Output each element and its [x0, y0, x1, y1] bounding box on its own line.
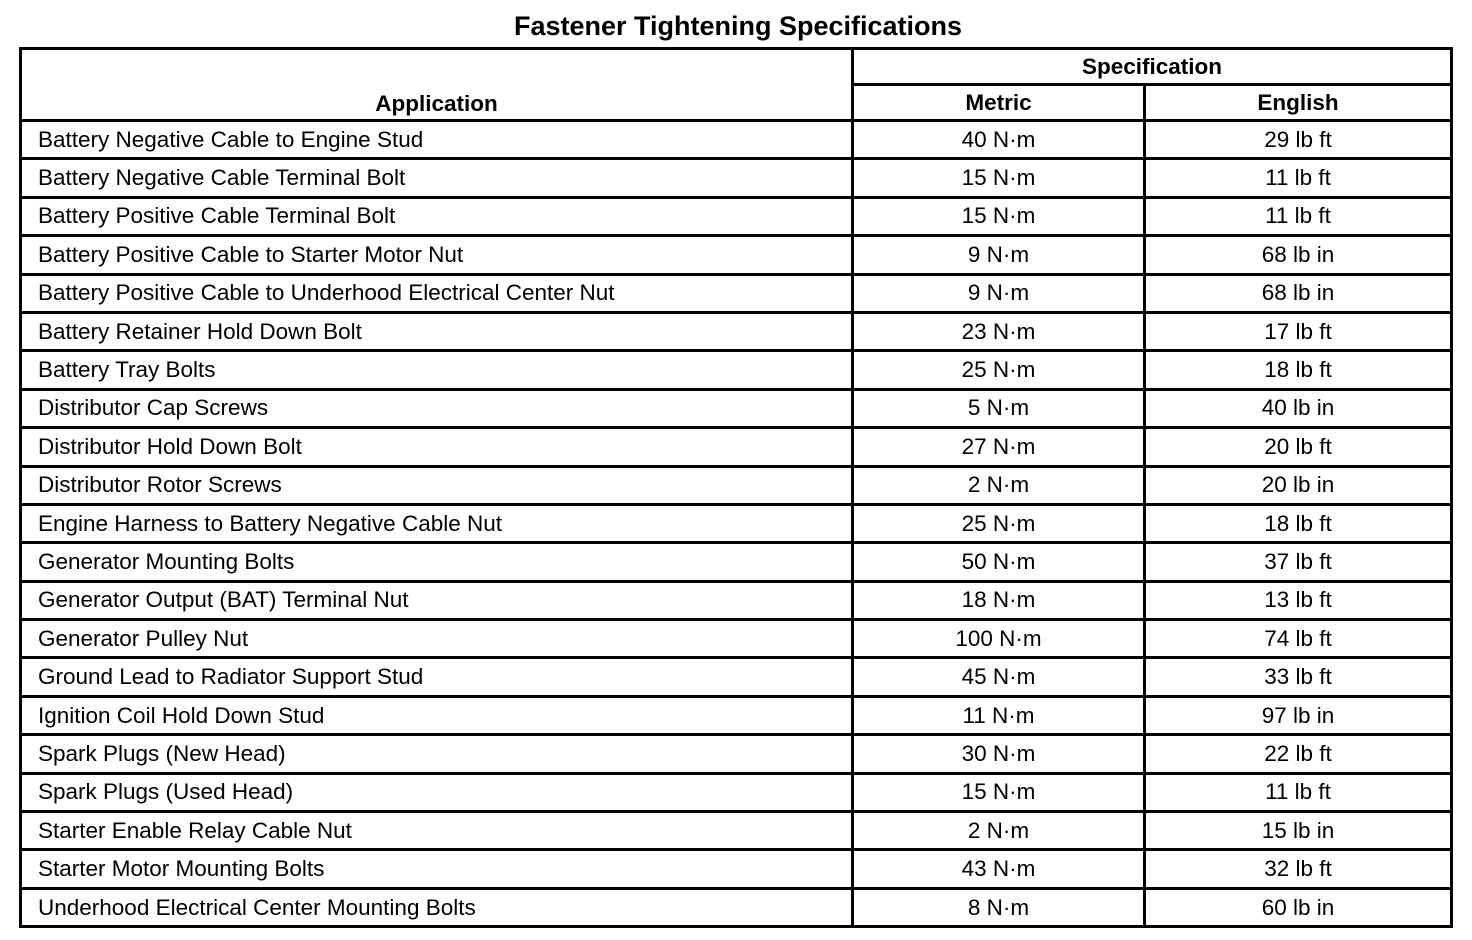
application-cell: Generator Pulley Nut	[21, 620, 853, 658]
application-cell: Battery Negative Cable to Engine Stud	[21, 121, 853, 159]
application-column-header: Application	[21, 49, 853, 121]
application-cell: Ignition Coil Hold Down Stud	[21, 696, 853, 734]
metric-cell: 9 N·m	[853, 274, 1145, 312]
table-row	[21, 696, 1452, 734]
application-cell: Battery Positive Cable Terminal Bolt	[21, 197, 853, 235]
metric-cell: 50 N·m	[853, 543, 1145, 581]
english-cell: 68 lb in	[1145, 274, 1452, 312]
application-cell: Battery Negative Cable Terminal Bolt	[21, 159, 853, 197]
english-cell: 22 lb ft	[1145, 735, 1452, 773]
metric-cell: 27 N·m	[853, 428, 1145, 466]
application-cell: Battery Retainer Hold Down Bolt	[21, 312, 853, 350]
english-cell: 29 lb ft	[1145, 121, 1452, 159]
metric-cell: 25 N·m	[853, 351, 1145, 389]
metric-cell: 15 N·m	[853, 159, 1145, 197]
table-row	[21, 159, 1452, 197]
application-cell: Distributor Hold Down Bolt	[21, 428, 853, 466]
metric-cell: 45 N·m	[853, 658, 1145, 696]
metric-cell: 43 N·m	[853, 850, 1145, 888]
english-cell: 33 lb ft	[1145, 658, 1452, 696]
table-row	[21, 389, 1452, 427]
english-cell: 15 lb in	[1145, 812, 1452, 850]
table-row	[21, 428, 1452, 466]
english-cell: 11 lb ft	[1145, 159, 1452, 197]
metric-column-header: Metric	[853, 85, 1145, 121]
table-row	[21, 543, 1452, 581]
metric-cell: 100 N·m	[853, 620, 1145, 658]
english-cell: 20 lb in	[1145, 466, 1452, 504]
metric-cell: 40 N·m	[853, 121, 1145, 159]
table-row	[21, 888, 1452, 926]
metric-cell: 8 N·m	[853, 888, 1145, 926]
english-cell: 18 lb ft	[1145, 351, 1452, 389]
application-cell: Battery Tray Bolts	[21, 351, 853, 389]
specification-column-header: Specification	[853, 49, 1452, 85]
table-body	[21, 121, 1452, 927]
application-cell: Underhood Electrical Center Mounting Bolts	[21, 888, 853, 926]
metric-cell: 23 N·m	[853, 312, 1145, 350]
page-title: Fastener Tightening Specifications	[513, 11, 963, 41]
metric-cell: 2 N·m	[853, 812, 1145, 850]
application-cell: Ground Lead to Radiator Support Stud	[21, 658, 853, 696]
english-cell: 17 lb ft	[1145, 312, 1452, 350]
table-row	[21, 735, 1452, 773]
english-column-header: English	[1145, 85, 1452, 121]
table-row	[21, 312, 1452, 350]
english-cell: 32 lb ft	[1145, 850, 1452, 888]
metric-cell: 2 N·m	[853, 466, 1145, 504]
table-header	[21, 49, 1452, 121]
application-cell: Starter Enable Relay Cable Nut	[21, 812, 853, 850]
english-cell: 11 lb ft	[1145, 197, 1452, 235]
english-cell: 37 lb ft	[1145, 543, 1452, 581]
application-cell: Distributor Rotor Screws	[21, 466, 853, 504]
application-cell: Generator Mounting Bolts	[21, 543, 853, 581]
table-row	[21, 658, 1452, 696]
fastener-spec-table	[19, 47, 1453, 928]
table-row	[21, 351, 1452, 389]
english-cell: 60 lb in	[1145, 888, 1452, 926]
application-cell: Distributor Cap Screws	[21, 389, 853, 427]
table-row	[21, 197, 1452, 235]
metric-cell: 15 N·m	[853, 773, 1145, 811]
english-cell: 13 lb ft	[1145, 581, 1452, 619]
metric-cell: 18 N·m	[853, 581, 1145, 619]
application-cell: Engine Harness to Battery Negative Cable Nut	[21, 504, 853, 542]
table-row	[21, 121, 1452, 159]
application-cell: Battery Positive Cable to Starter Motor Nut	[21, 236, 853, 274]
english-cell: 40 lb in	[1145, 389, 1452, 427]
english-cell: 68 lb in	[1145, 236, 1452, 274]
english-cell: 20 lb ft	[1145, 428, 1452, 466]
metric-cell: 5 N·m	[853, 389, 1145, 427]
application-cell: Generator Output (BAT) Terminal Nut	[21, 581, 853, 619]
metric-cell: 30 N·m	[853, 735, 1145, 773]
application-cell: Spark Plugs (New Head)	[21, 735, 853, 773]
table-row	[21, 236, 1452, 274]
table-row	[21, 812, 1452, 850]
table-row	[21, 773, 1452, 811]
application-cell: Battery Positive Cable to Underhood Electrical Center Nut	[21, 274, 853, 312]
application-cell: Starter Motor Mounting Bolts	[21, 850, 853, 888]
metric-cell: 11 N·m	[853, 696, 1145, 734]
english-cell: 18 lb ft	[1145, 504, 1452, 542]
english-cell: 74 lb ft	[1145, 620, 1452, 658]
table-row	[21, 274, 1452, 312]
table-row	[21, 850, 1452, 888]
application-cell: Spark Plugs (Used Head)	[21, 773, 853, 811]
table-row	[21, 581, 1452, 619]
metric-cell: 25 N·m	[853, 504, 1145, 542]
table-row	[21, 504, 1452, 542]
english-cell: 11 lb ft	[1145, 773, 1452, 811]
table-row	[21, 466, 1452, 504]
header-row-top	[21, 49, 1452, 85]
metric-cell: 9 N·m	[853, 236, 1145, 274]
table-row	[21, 620, 1452, 658]
metric-cell: 15 N·m	[853, 197, 1145, 235]
english-cell: 97 lb in	[1145, 696, 1452, 734]
